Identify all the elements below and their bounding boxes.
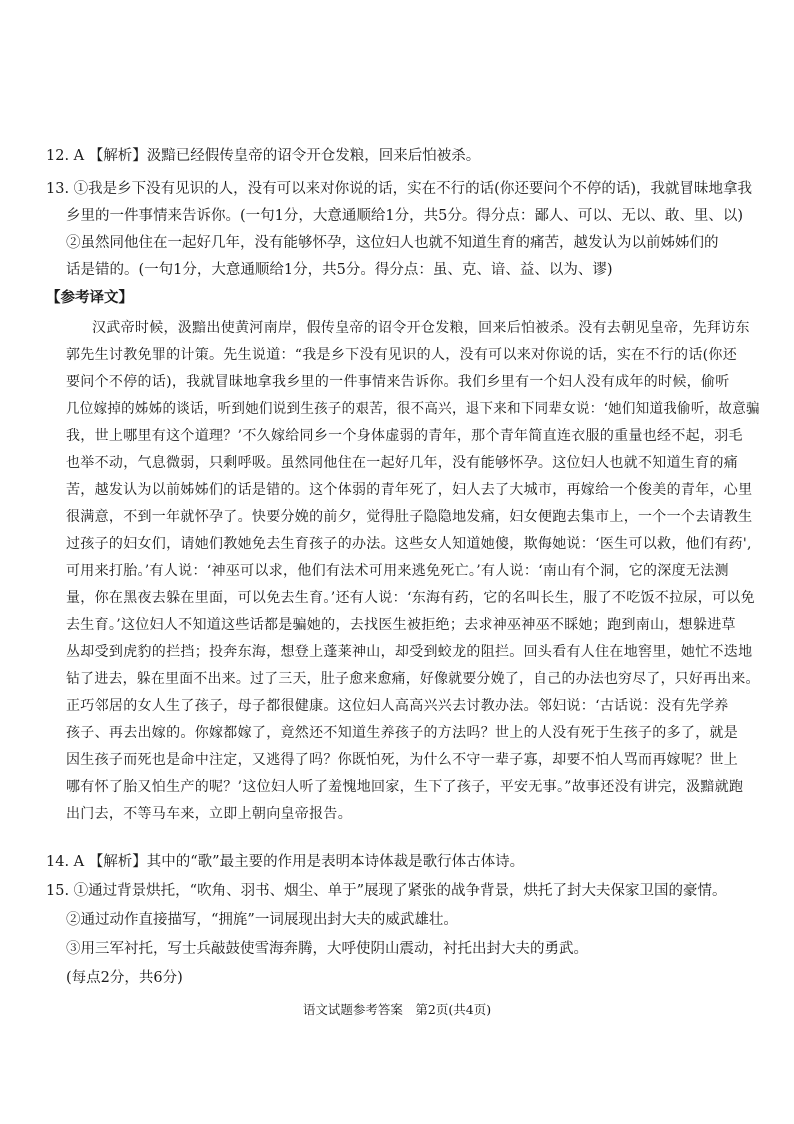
translation-line: 因生孩子而死也是命中注定，又逃得了吗？你既怕死，为什么不守一辈子寡，却要不怕人骂而再嫁呢？世上 [66,752,739,768]
answer-15-point1: 15. ①通过背景烘托，“吹角、羽书、烟尘、单于”展现了紧张的战争背景，烘托了封大夫保家卫国的豪情。 [46,883,727,899]
translation-line: 量，你在黑夜去躲在里面，可以免去生育。’还有人说：‘东海有药，它的名叫长生，服了不吃饭不拉尿，可以免 [66,590,755,606]
page-footer: 语文试题参考答案 第2页(共4页) [302,1002,492,1017]
answer-13-part2-line2: 话是错的。(一句1分，大意通顺给1分，共5分。得分点：虽、克、谙、益、以为、谬) [66,262,613,278]
translation-line: 几位嫁掉的姊姊的谈话，听到她们说到生孩子的艰苦，很不高兴，退下来和下同辈女说：‘她们知道我偷听，故意骗 [66,401,760,417]
answer-12: 12. A 【解析】汲黯已经假传皇帝的诏令开仓发粮，回来后怕被杀。 [46,148,481,164]
reference-translation-heading: 【参考译文】 [46,289,133,306]
translation-line: 汉武帝时候，汲黯出使黄河南岸，假传皇帝的诏令开仓发粮，回来后怕被杀。没有去朝见皇帝，先拜访东 [92,320,750,336]
answer-13-part2-line1: ②虽然同他住在一起好几年，没有能够怀孕，这位妇人也就不知道生育的痛苦，越发认为以前姊姊们的 [66,235,719,251]
translation-line: 钻了进去，躲在里面不出来。过了三天，肚子愈来愈痛，好像就要分娩了，自己的办法也穷尽了，只好再出来。 [66,671,760,687]
translation-line: 去生育。’这位妇人不知道这些话都是骗她的，去找医生被拒绝；去求神巫神巫不睬她；跑到南山，想躲进草 [66,617,736,633]
translation-line: 苦，越发认为以前姊姊们的话是错的。这个体弱的青年死了，妇人去了大城市，再嫁给一个俊美的青年，心里 [66,482,753,498]
translation-line: 郭先生讨教免罪的计策。先生说道：“我是乡下没有见识的人，没有可以来对你说的话，实在不行的话(你还 [66,347,738,363]
translation-line: 出门去，不等马车来，立即上朝向皇帝报告。 [66,806,352,822]
translation-line: 也举不动，气息微弱，只剩呼吸。虽然同他住在一起好几年，没有能够怀孕。这位妇人也就不知道生育的痛 [66,455,739,471]
answer-15-scoring-note: (每点2分，共6分) [66,970,183,986]
translation-line: 过孩子的妇女们，请她们教她免去生育孩子的办法。这些女人知道她傻，欺侮她说：‘医生可以救，他们有药', [66,536,752,552]
translation-line: 很满意，不到一年就怀孕了。快要分娩的前夕，觉得肚子隐隐地发痛，妇女便跑去集市上，一个一个去请教生 [66,509,753,525]
answer-13-part1-line1: 13. ①我是乡下没有见识的人，没有可以来对你说的话，实在不行的话(你还要问个不停的话)，我就冒昧地拿我 [46,181,752,197]
translation-line: 要问个不停的话)，我就冒昧地拿我乡里的一件事情来告诉你。我们乡里有一个妇人没有成年的时候，偷听 [66,374,730,390]
translation-line: 孩子、再去出嫁的。你嫁都嫁了，竟然还不知道生养孩子的方法吗？世上的人没有死于生孩子的多了，就是 [66,725,739,741]
answer-15-point3: ③用三军衬托，写士兵敲鼓使雪海奔腾，大呼使阴山震动，衬托出封大夫的勇武。 [66,941,588,957]
translation-line: 丛却受到虎豹的拦挡；投奔东海，想登上蓬莱神山，却受到蛟龙的阻拦。回头看有人住在地窖里，她忙不迭地 [66,644,753,660]
answer-15-point2: ②通过动作直接描写，“拥旄”一词展现出封大夫的威武雄壮。 [66,912,458,928]
translation-line: 我，世上哪里有这个道理？’不久嫁给同乡一个身体虚弱的青年，那个青年简直连衣服的重量也经不起，羽毛 [66,428,743,444]
answer-13-part1-line2: 乡里的一件事情来告诉你。(一句1分，大意通顺给1分，共5分。得分点：鄙人、可以、无以、敢、里、以) [66,208,743,224]
translation-line: 哪有怀了胎又怕生产的呢？’这位妇人听了羞愧地回家，生下了孩子，平安无事。”故事还没有讲完，汲黯就跑 [66,779,744,795]
translation-line: 正巧邻居的女人生了孩子，母子都很健康。这位妇人高高兴兴去讨教办法。邻妇说：‘古话说：没有先学养 [66,698,729,714]
translation-line: 可用来打胎。’有人说：‘神巫可以求，他们有法术可用来逃免死亡。’有人说：‘南山有个洞，它的深度无法测 [66,563,729,579]
answer-14: 14. A 【解析】其中的“歌”最主要的作用是表明本诗体裁是歌行体古体诗。 [46,854,525,870]
